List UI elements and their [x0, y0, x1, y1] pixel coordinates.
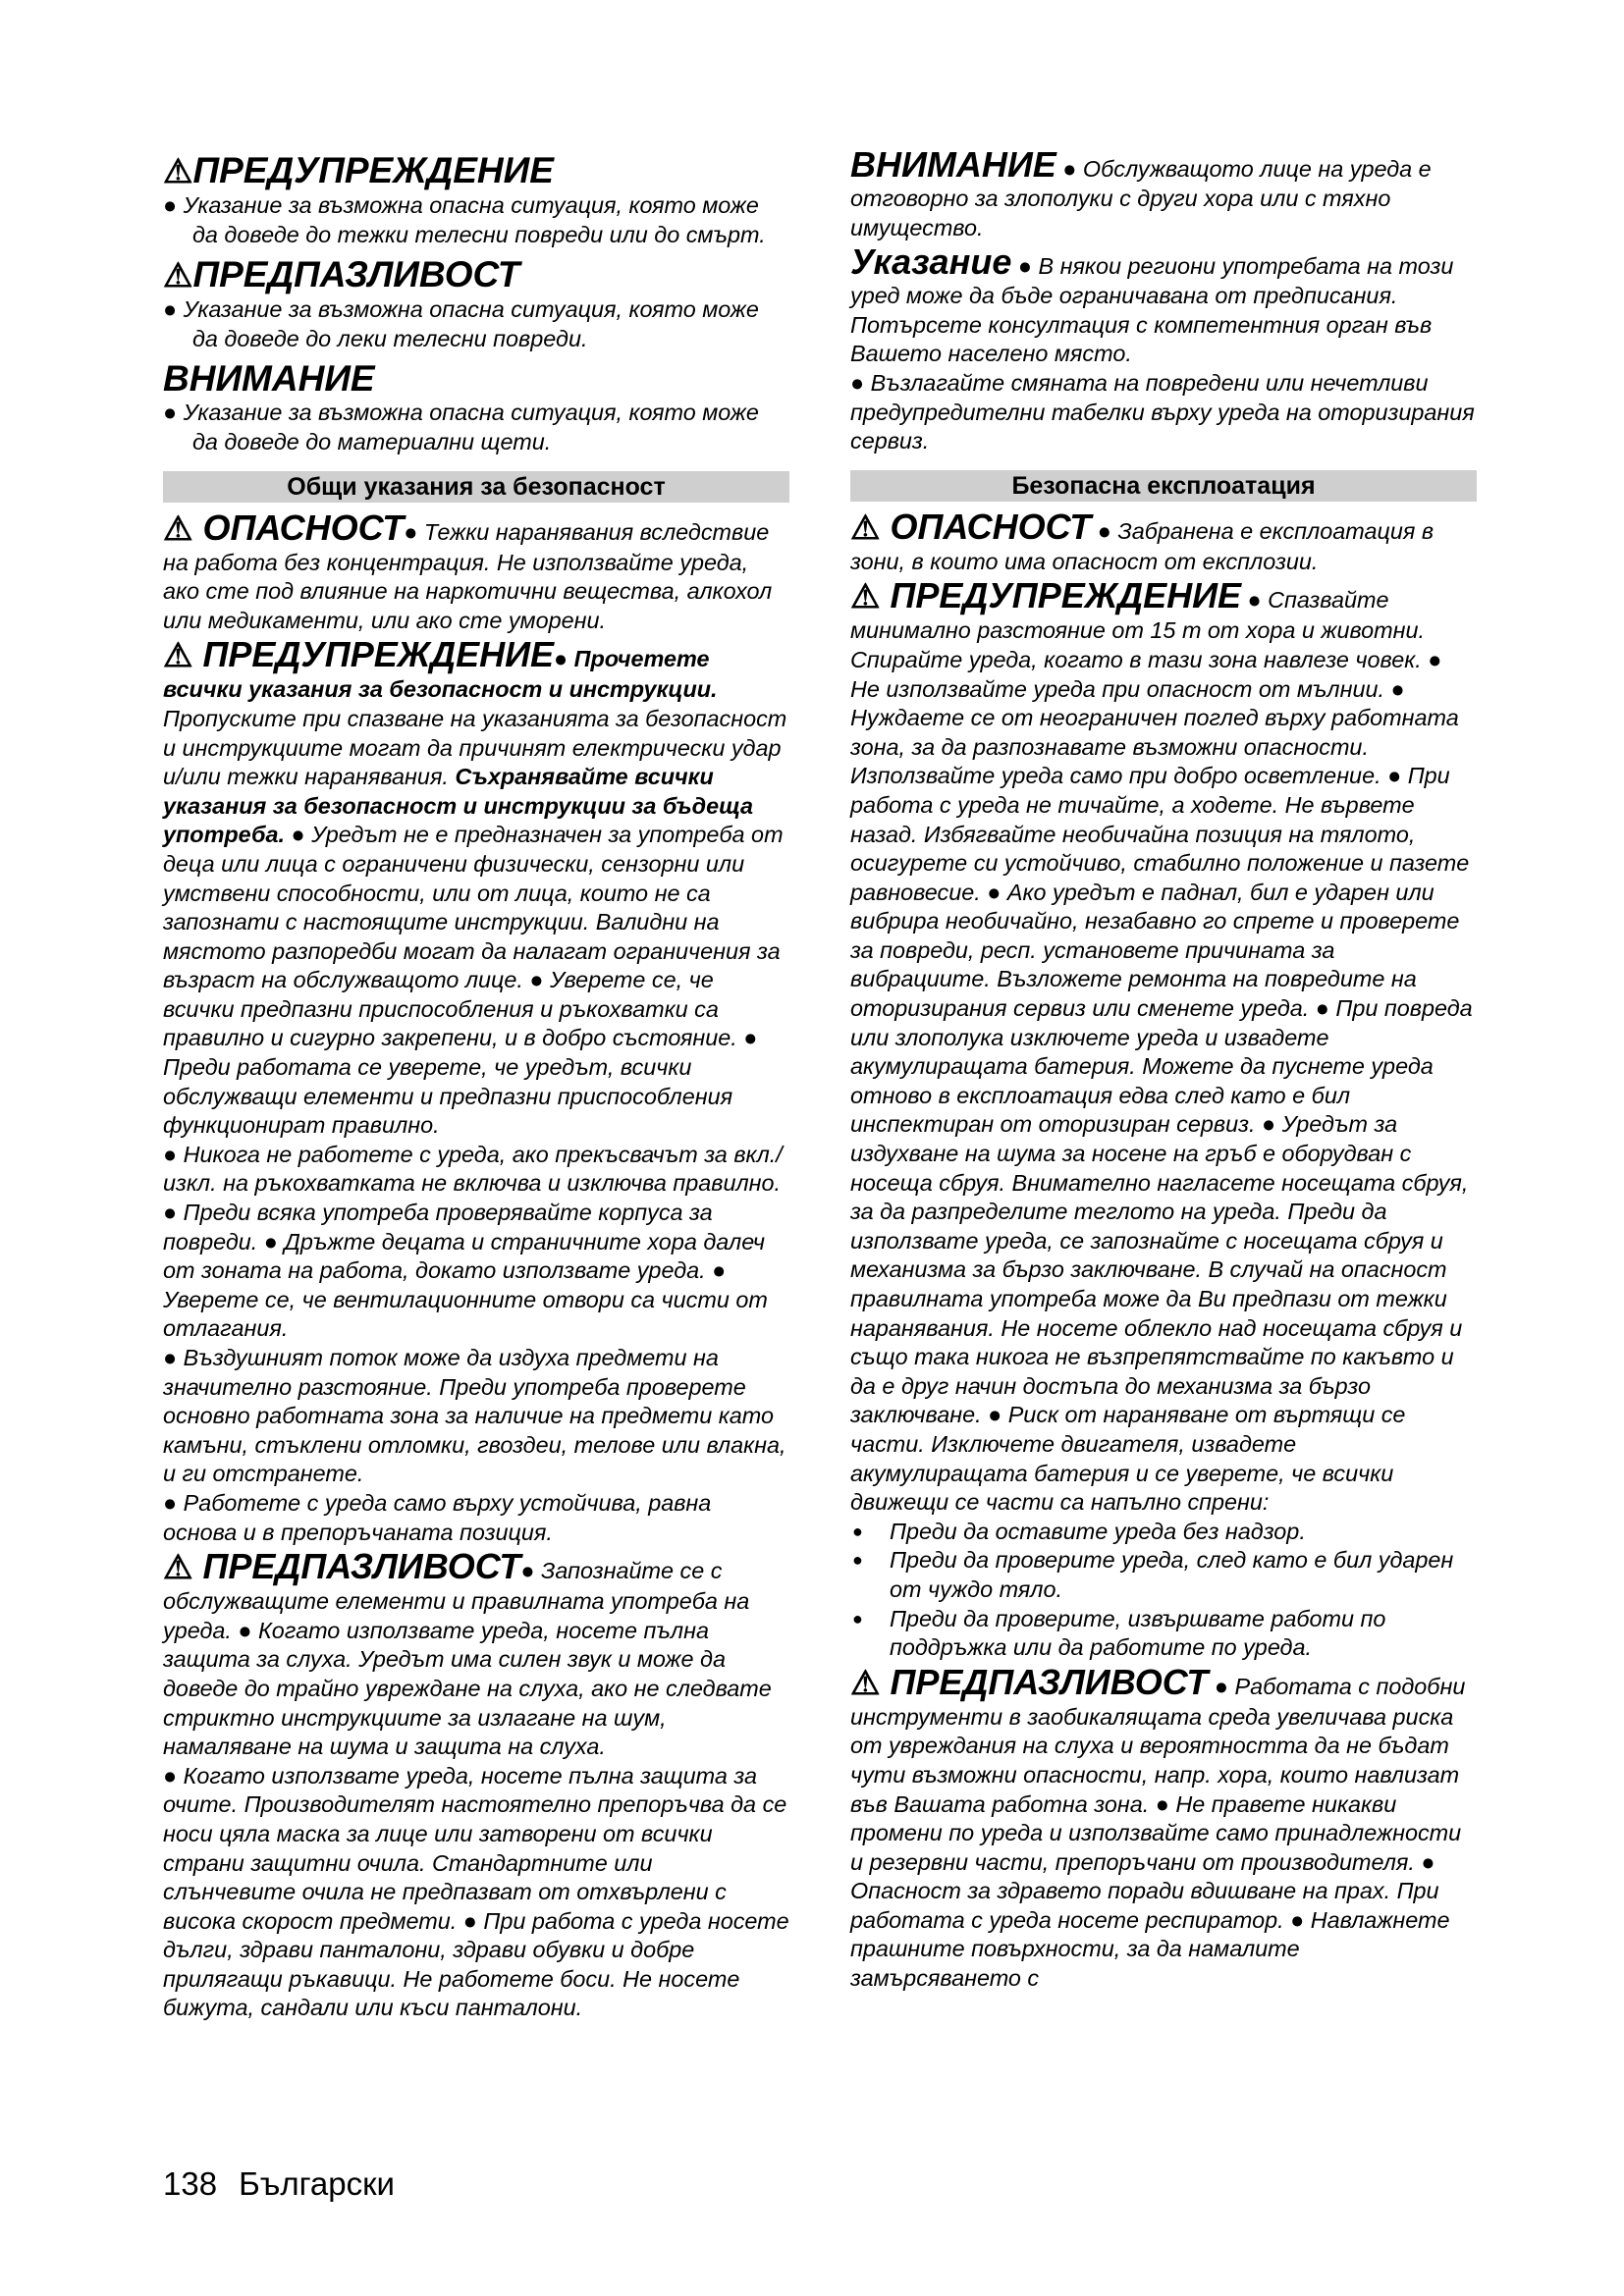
- warning-keyword: ПРЕДУПРЕЖДЕНИЕ: [202, 634, 555, 675]
- caution-paragraph: [163, 1547, 789, 1762]
- warning-definition: ● Указание за възможна опасна ситуация, която може да доведе до тежки телесни повреди или до смърт.: [163, 192, 766, 247]
- caution-paragraph: [850, 1663, 1477, 1994]
- danger-triangle-icon: ⚠: [850, 508, 881, 547]
- warning-triangle-icon: ⚠: [163, 153, 193, 190]
- list-item: ● Преди да проверите, извършвате работи по поддръжка или да работите по уреда.: [850, 1605, 1477, 1663]
- list-item: ● Преди да оставите уреда без надзор.: [850, 1518, 1477, 1547]
- precaution-list: [850, 1518, 1477, 1663]
- warning-bold-text: ● Прочетете всички указания за безопасност и инструкции.: [163, 646, 718, 703]
- section-heading-general-safety: Общи указания за безопасност: [163, 471, 789, 503]
- danger-triangle-icon: ⚠: [163, 509, 193, 548]
- caution-text: ● Работата с подобни инструменти в заобикалящата среда увеличава риска от увреждания на слуха и вероятността да не бъдат чути възможни опасности, напр. хора, които навлизат във Вашата работна зона. ● Не правете никакви промени по уреда и използвайте само принадлежности и резервни части, препоръчани от производителя. ● Опасност за здравето поради вдишване на прах. При работата с уреда носете респиратор. ● Навлажнете прашните повърхности, за да намалите замърсяването с: [850, 1673, 1466, 1992]
- note-keyword: Указание: [850, 241, 1012, 283]
- danger-paragraph: [163, 508, 789, 636]
- list-item: ● Преди да проверите уреда, след като е бил ударен от чуждо тяло.: [850, 1546, 1477, 1604]
- warning-triangle-icon: ⚠: [850, 578, 881, 616]
- danger-keyword: ОПАСНОСТ: [890, 506, 1092, 547]
- warning-text: ● Спазвайте минимално разстояние от 15 m от хора и животни. Спирайте уреда, когато в тази зона навлезе човек. ● Не използвайте уреда при опасност от мълнии. ● Нуждаете се от неограничен поглед върху работната зона, за да разпознавате възможни опасности. Използвайте уреда само при добро осветление. ● При работа с уреда не тичайте, а ходете. Не вървете назад. Избягвайте необичайна позиция на тялото, осигурете си устойчиво, стабилно положение и пазете равновесие. ● Ако уредът е паднал, бил е ударен или вибрира необичайно, незабавно го спрете и проверете за повреди, респ. установете причината за вибрациите. Възложете ремонта на повредите на оторизирания сервиз или сменете уреда. ● При повреда или злополука изключете уреда и извадете акумулиращата батерия. Можете да пуснете уреда отново в експлоатация едва след като е бил инспектиран от оторизиран сервиз. ● Уредът за издухване на шума за носене на гръб е оборудван с носеща сбруя. Внимателно нагласете носещата сбруя, за да разпределите теглото на уреда. Преди да използвате уреда, се запознайте с носещата сбруя и механизма за бързо заключване. В случай на опасност правилната употреба може да Ви предпази от тежки наранявания. Не носете облекло над носещата сбруя и също така никога не възпрепятствайте по какъвто и да е друг начин достъпа до механизма за бързо заключване. ● Риск от нараняване от въртящи се части. Изключете двигателя, извадете акумулиращата батерия и се уверете, че всички движещи се части са напълно спрени:: [850, 587, 1473, 1516]
- caution-keyword: ПРЕДПАЗЛИВОСТ: [202, 1546, 521, 1587]
- caution-heading: ⚠ПРЕДПАЗЛИВОСТ: [163, 254, 520, 295]
- danger-paragraph: [850, 507, 1477, 577]
- warning-keyword: ПРЕДУПРЕЖДЕНИЕ: [890, 575, 1242, 616]
- note-paragraph: [850, 242, 1477, 369]
- note-text-2: ● Възлагайте смяната на повредени или нечетливи предупредителни табелки върху уреда на оторизирания сервиз.: [850, 369, 1475, 454]
- warning-text-3: ● Никога не работете с уреда, ако прекъсвачът за вкл./изкл. на ръкохватката не включва и изключва правилно. ● Преди всяка употреба проверявайте корпуса за повреди. ● Дръжте децата и страничните хора далеч от зоната на работа, докато използвате уреда. ● Уверете се, че вентилационните отвори са чисти от отлагания.: [163, 1141, 783, 1342]
- warning-text-2: ● Уредът не е предназначен за употреба от деца или лица с ограничени физически, сензорни или умствени способности, или от лица, които не са запознати с настоящите инструкции. Валидни на мястото разпоредби могат да налагат ограничения за възраст на обслужващото лице. ● Уверете се, че всички предпазни приспособления и ръкохватки са правилно и сигурно закрепени, и в добро състояние. ● Преди работата се уверете, че уредът, всички обслужващи елементи и предпазни приспособления функционират правилно.: [163, 822, 784, 1139]
- note-text: ● В някои региони употребата на този уред може да бъде ограничавана от предписания. Потърсете консултация с компетентния орган във Вашето населено място.: [850, 253, 1454, 367]
- attention-paragraph: [850, 145, 1477, 242]
- left-column: [163, 145, 789, 2023]
- warning-heading: ⚠ПРЕДУПРЕЖДЕНИЕ: [163, 150, 554, 190]
- danger-keyword: ОПАСНОСТ: [202, 507, 405, 548]
- page-footer: [163, 2165, 416, 2203]
- caution-triangle-icon: ⚠: [850, 1664, 881, 1702]
- warning-text-4: ● Въздушният поток може да издуха предмети на значително разстояние. Преди употреба проверете основно работната зона за наличие на предмети като камъни, стъклени отломки, гвоздеи, телове или влакна, и ги отстранете.: [163, 1345, 786, 1487]
- danger-text: ● Тежки наранявания вследствие на работа без концентрация. Не използвайте уреда, ако сте под влияние на наркотични вещества, алкохол или медикаменти, или ако сте уморени.: [163, 518, 773, 633]
- warning-paragraph: [850, 576, 1477, 1517]
- caution-triangle-icon: ⚠: [163, 257, 193, 295]
- warning-bold-text-2: Съхранявайте всички указания за безопасност и инструкции за бъдеща употреба.: [163, 764, 754, 848]
- caution-text: ● Запознайте се с обслужващите елементи и правилната употреба на уреда. ● Когато използвате уреда, носете пълна защита за слуха. Уредът има силен звук и може да доведе до трайно увреждане на слуха, ако не следвате стриктно инструкциите за излагане на шум, намаляване на шума и защита на слуха.: [163, 1558, 772, 1760]
- page-number: 138: [163, 2165, 218, 2202]
- right-column: [850, 145, 1477, 1994]
- footer-language: Български: [239, 2165, 395, 2202]
- danger-text: ● Забранена е експлоатация в зони, в които има опасност от експлозии.: [850, 517, 1435, 574]
- warning-text: Пропуските при спазване на указанията за безопасност и инструкциите могат да причинят електрически удар и/или тежки наранявания.: [163, 705, 787, 790]
- attention-text: ● Обслужващото лице на уреда е отговорно за злополуки с други хора или с тяхно имущество.: [850, 156, 1432, 240]
- caution-triangle-icon: ⚠: [163, 1549, 193, 1587]
- attention-definition: ● Указание за възможна опасна ситуация, която може да доведе до материални щети.: [163, 400, 759, 454]
- attention-heading: ВНИМАНИЕ: [163, 358, 375, 400]
- warning-paragraph: [163, 635, 789, 1141]
- caution-text-2: ● Когато използвате уреда, носете пълна защита за очите. Производителят настоятелно препоръчва да се носи цяла маска за лице или затворени от всички страни защитни очила. Стандартните или слънчевите очила не предпазват от отхвърлени с висока скорост предмети. ● При работа с уреда носете дълги, здрави панталони, здрави обувки и добре прилягащи ръкавици. Не работете боси. Не носете бижута, сандали или къси панталони.: [163, 1762, 789, 2021]
- warning-triangle-icon: ⚠: [163, 637, 193, 675]
- section-heading-safe-operation: Безопасна експлоатация: [850, 470, 1477, 502]
- caution-definition: ● Указание за възможна опасна ситуация, която може да доведе до леки телесни повреди.: [163, 296, 759, 351]
- caution-keyword: ПРЕДПАЗЛИВОСТ: [890, 1661, 1209, 1702]
- warning-text-5: ● Работете с уреда само върху устойчива, равна основа и в препоръчаната позиция.: [163, 1489, 712, 1545]
- attention-keyword: ВНИМАНИЕ: [850, 144, 1056, 185]
